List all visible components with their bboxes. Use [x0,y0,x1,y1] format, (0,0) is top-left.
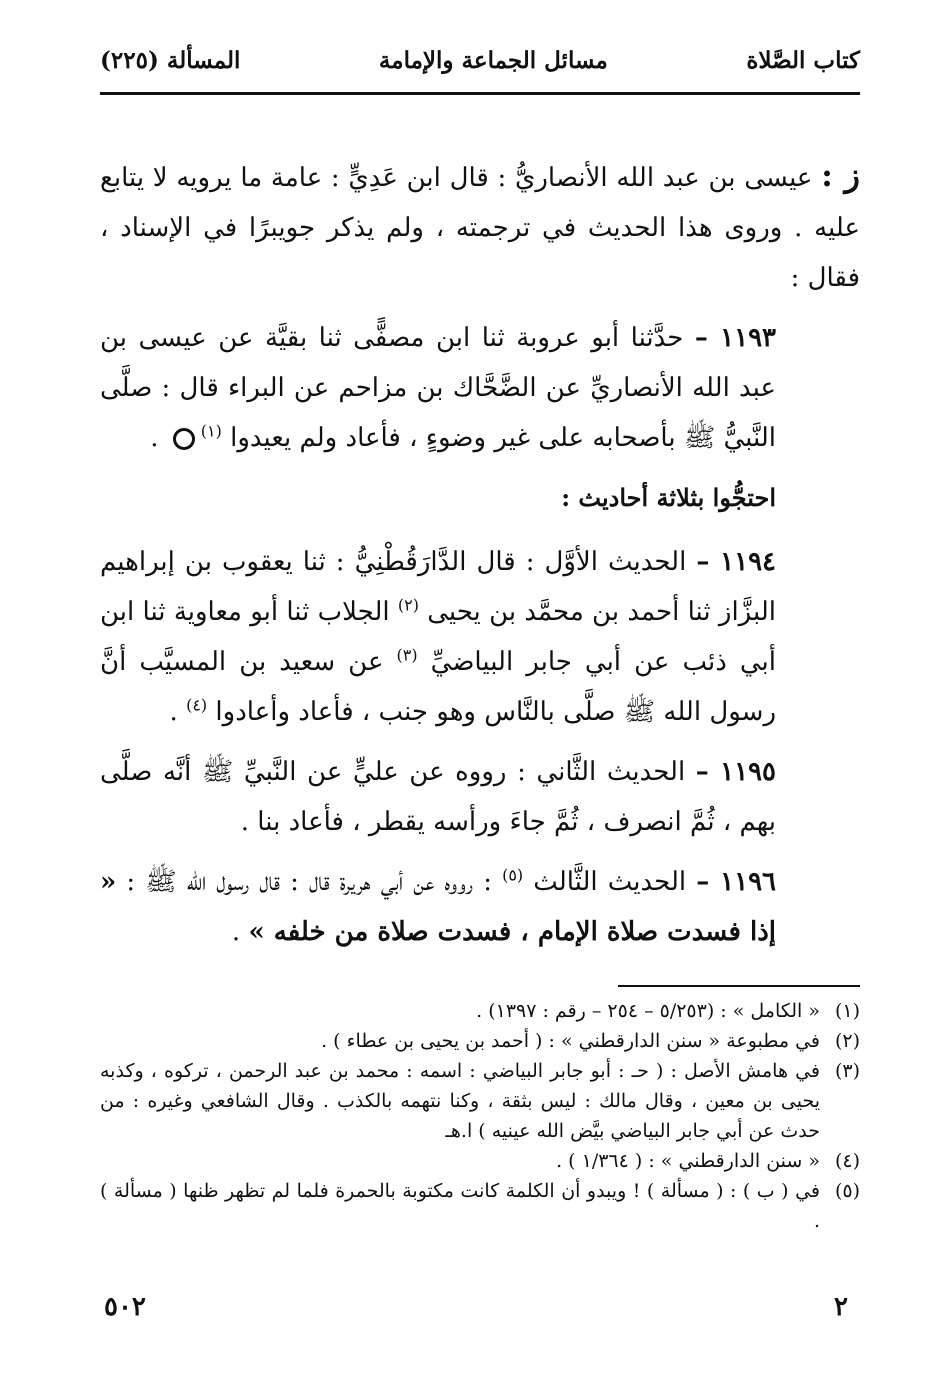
paragraph-lead-marker: ز : [821,156,861,194]
hadith-text: حدَّثنا أبو عروبة ثنا ابن مصفًّى ثنا بقيَّة عن عيسى بن عبد الله الأنصاريِّ عن الضَّحَّاك بن مزاحم عن البراء قال : صلَّى النَّبيُّ ﷺ بأصحابه على غير وضوءٍ ، فأعاد ولم يعيدوا [100,323,776,453]
footnote-ref[interactable]: (٥) [502,865,524,885]
footnote-text: « الكامل » : (٥/٢٥٣ – ٢٥٤ – رقم : ١٣٩٧) . [476,1000,820,1022]
hadith-number: ١١٩٣ – [694,323,776,353]
footnote-number: (٥) [834,1180,860,1202]
hadith-text-end: . [150,423,167,453]
hadith-1195 [100,747,860,847]
hadith-number: ١١٩٥ – [695,757,776,787]
section-label: احتجُّوا بثلاثة أحاديث : [561,483,776,512]
hadith-quote: « إذا فسدت صلاة الإمام ، فسدت صلاة من خلفه » [100,867,776,947]
footnote-ref[interactable]: (٤) [186,695,208,715]
footnote-text: في ( ب ) : ( مسألة ) ! ويبدو أن الكلمة كانت مكتوبة بالحمرة فلما لم تظهر ظنها ( مسألة ) . [100,1180,820,1232]
footnote-number: (١) [834,1000,860,1022]
footnote-number: (٣) [834,1060,860,1082]
hadith-1196 [100,857,860,957]
footnote-ref[interactable]: (٣) [396,645,418,665]
hadith-text: الجلاب ثنا أبو معاوية ثنا ابن أبي ذئب عن أبي جابر البياضيِّ [100,597,776,677]
footnote-text: في مطبوعة « سنن الدارقطني » : ( أحمد بن يحيى بن عطاء ) . [321,1030,820,1052]
footnote-text: في هامش الأصل : ( حـ : أبو جابر البياضي : اسمه : محمد بن عبد الرحمن ، تركوه ، وكذبه يحيى بن معين ، وقال مالك : ليس بثقة ، وكنا نتهمه بالكذب . وقال الشافعي وغيره : من حدث عن أبي جابر البياضي بيَّض الله عينيه ) ا.هـ [100,1060,820,1142]
footnote-item [100,1176,860,1236]
volume-number: ٢ [834,1292,848,1322]
footnote-ref[interactable]: (١) [200,421,222,441]
hadith-text: : رووه عن أبي هريرة قال : قال رسول الله ﷺ : [116,867,503,897]
page-number: ٥٠٢ [104,1292,146,1322]
hadith-1194 [100,537,860,737]
paragraph-text: عيسى بن عبد الله الأنصاريُّ : قال ابن عَدِيٍّ : عامة ما يرويه لا يتابع عليه . وروى هذا الحديث في ترجمته ، ولم يذكر جويبرًا في الإسناد ، فقال : [100,163,860,293]
paragraph-narrator-note [100,150,860,303]
hadith-text-end: . [231,917,249,947]
hadith-1193 [100,313,860,463]
footnote-item [100,1056,860,1146]
hadith-text: الحديث الأوَّل : قال الدَّارَقُطْنِيُّ : ثنا يعقوب بن إبراهيم البزَّاز ثنا أحمد بن محمَّد بن يحيى [100,547,776,627]
header-book-title: كتاب الصَّلاة [746,46,860,74]
hadith-text: الحديث الثَّالث [523,867,697,897]
footnote-ref[interactable]: (٢) [397,595,419,615]
hadith-end-circle-icon [173,428,195,450]
footnote-number: (٤) [834,1150,860,1172]
hadith-text: الحديث الثَّاني : رووه عن عليٍّ عن النَّبيِّ ﷺ أنَّه صلَّى بهم ، ثُمَّ انصرف ، ثُمَّ جاءَ ورأسه يقطر ، فأعاد بنا . [100,757,776,837]
hadith-number: ١١٩٤ – [696,547,776,577]
footnote-divider [618,985,860,987]
footnote-item [100,996,860,1026]
footnote-item [100,1026,860,1056]
header-issue-number: المسألة (٢٢٥) [100,46,241,74]
header-divider [100,92,860,95]
footnote-text: « سنن الدارقطني » : ( ١/٣٦٤ ) . [556,1150,820,1172]
main-text [100,150,860,967]
header-chapter-title: مسائل الجماعة والإمامة [378,46,608,74]
hadith-text: عن سعيد بن المسيَّب أنَّ رسول الله ﷺ صلَّى بالنَّاس وهو جنب ، فأعاد وأعادوا [100,647,776,727]
hadith-number: ١١٩٦ – [696,867,776,897]
footnote-item [100,1146,860,1176]
running-header [100,40,860,80]
footnotes [100,996,860,1236]
hadith-text-end: . [169,697,187,727]
footnote-number: (٢) [834,1030,860,1052]
